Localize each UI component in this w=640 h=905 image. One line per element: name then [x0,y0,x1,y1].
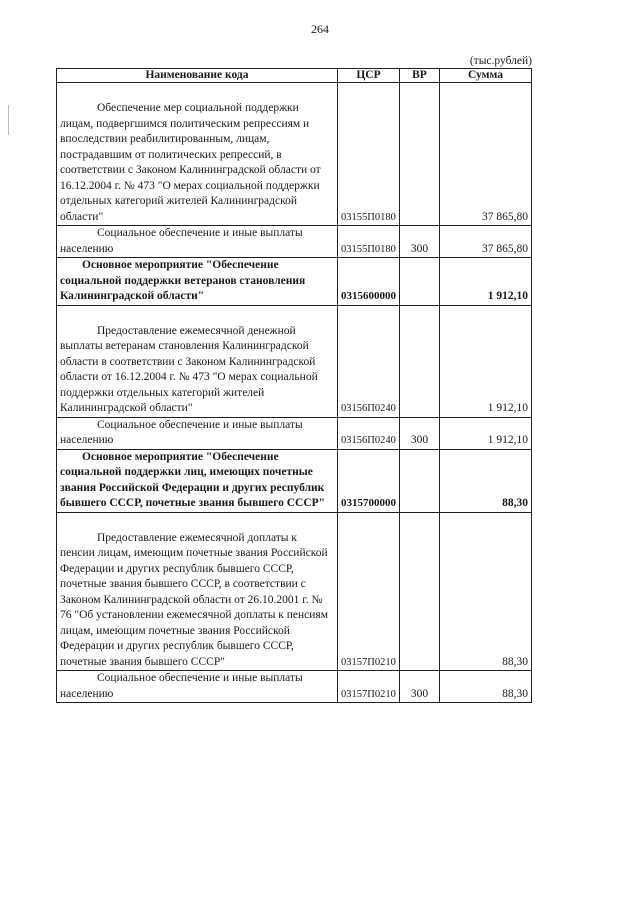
table-row [57,512,532,671]
row-name: Предоставление ежемесячной доплаты к пенсии лицам, имеющим почетные звания Российской Федерации и других республик бывшего СССР, почетные звания бывшего СССР, в соответствии с Законом Калининградской области от 26.10.2001 г. № 76 "Об установлении ежемесячной доплаты к пенсиям лицам, имеющим почетные звания Российской Федерации и других республик бывшего СССР, почетные звания бывшего СССР" [57,512,338,671]
header-sum: Сумма [440,69,532,83]
row-sum: 88,30 [440,512,532,671]
row-name: Основное мероприятие "Обеспечение социальной поддержки ветеранов становления Калининградской области" [57,258,338,306]
row-csr: 03157П0210 [338,512,400,671]
row-csr: 03156П0240 [338,305,400,417]
row-name: Социальное обеспечение и иные выплаты населению [57,417,338,449]
table-row [57,671,532,703]
row-vr [400,449,440,512]
row-csr: 03155П0180 [338,226,400,258]
row-vr: 300 [400,226,440,258]
row-vr [400,512,440,671]
row-csr: 03155П0180 [338,83,400,226]
units-label: (тыс.рублей) [469,55,532,67]
row-csr: 0315600000 [338,258,400,306]
table-row [57,305,532,417]
row-sum: 1 912,10 [440,417,532,449]
row-sum: 37 865,80 [440,83,532,226]
row-vr [400,305,440,417]
row-vr [400,258,440,306]
row-vr: 300 [400,417,440,449]
table-row [57,226,532,258]
table-row [57,449,532,512]
row-sum: 37 865,80 [440,226,532,258]
row-name: Социальное обеспечение и иные выплаты населению [57,226,338,258]
row-sum: 88,30 [440,449,532,512]
header-csr: ЦСР [338,69,400,83]
table-row [57,417,532,449]
row-name: Обеспечение мер социальной поддержки лицам, подвергшимся политическим репрессиям и впоследствии реабилитированным, лицам, пострадавшим от политических репрессий, в соответствии с Законом Калининградской области от 16.12.2004 г. № 473 "О мерах социальной поддержки отдельных категорий жителей Калининградской области" [57,83,338,226]
row-csr: 0315700000 [338,449,400,512]
row-name: Предоставление ежемесячной денежной выплаты ветеранам становления Калининградской области в соответствии с Законом Калининградской области от 16.12.2004 г. № 473 "О мерах социальной поддержки отдельных категорий жителей Калининградской области" [57,305,338,417]
table-row [57,83,532,226]
row-sum: 88,30 [440,671,532,703]
row-sum: 1 912,10 [440,258,532,306]
header-vr: ВР [400,69,440,83]
page-number: 264 [311,22,329,36]
row-csr: 03157П0210 [338,671,400,703]
budget-table [56,68,532,703]
margin-mark [8,105,9,135]
row-csr: 03156П0240 [338,417,400,449]
header-name: Наименование кода [57,69,338,83]
row-name: Социальное обеспечение и иные выплаты населению [57,671,338,703]
row-vr [400,83,440,226]
row-name: Основное мероприятие "Обеспечение социальной поддержки лиц, имеющих почетные звания Российской Федерации и других республик бывшего СССР, почетные звания бывшего СССР" [57,449,338,512]
table-row [57,258,532,306]
row-sum: 1 912,10 [440,305,532,417]
table-header-row [57,69,532,83]
row-vr: 300 [400,671,440,703]
